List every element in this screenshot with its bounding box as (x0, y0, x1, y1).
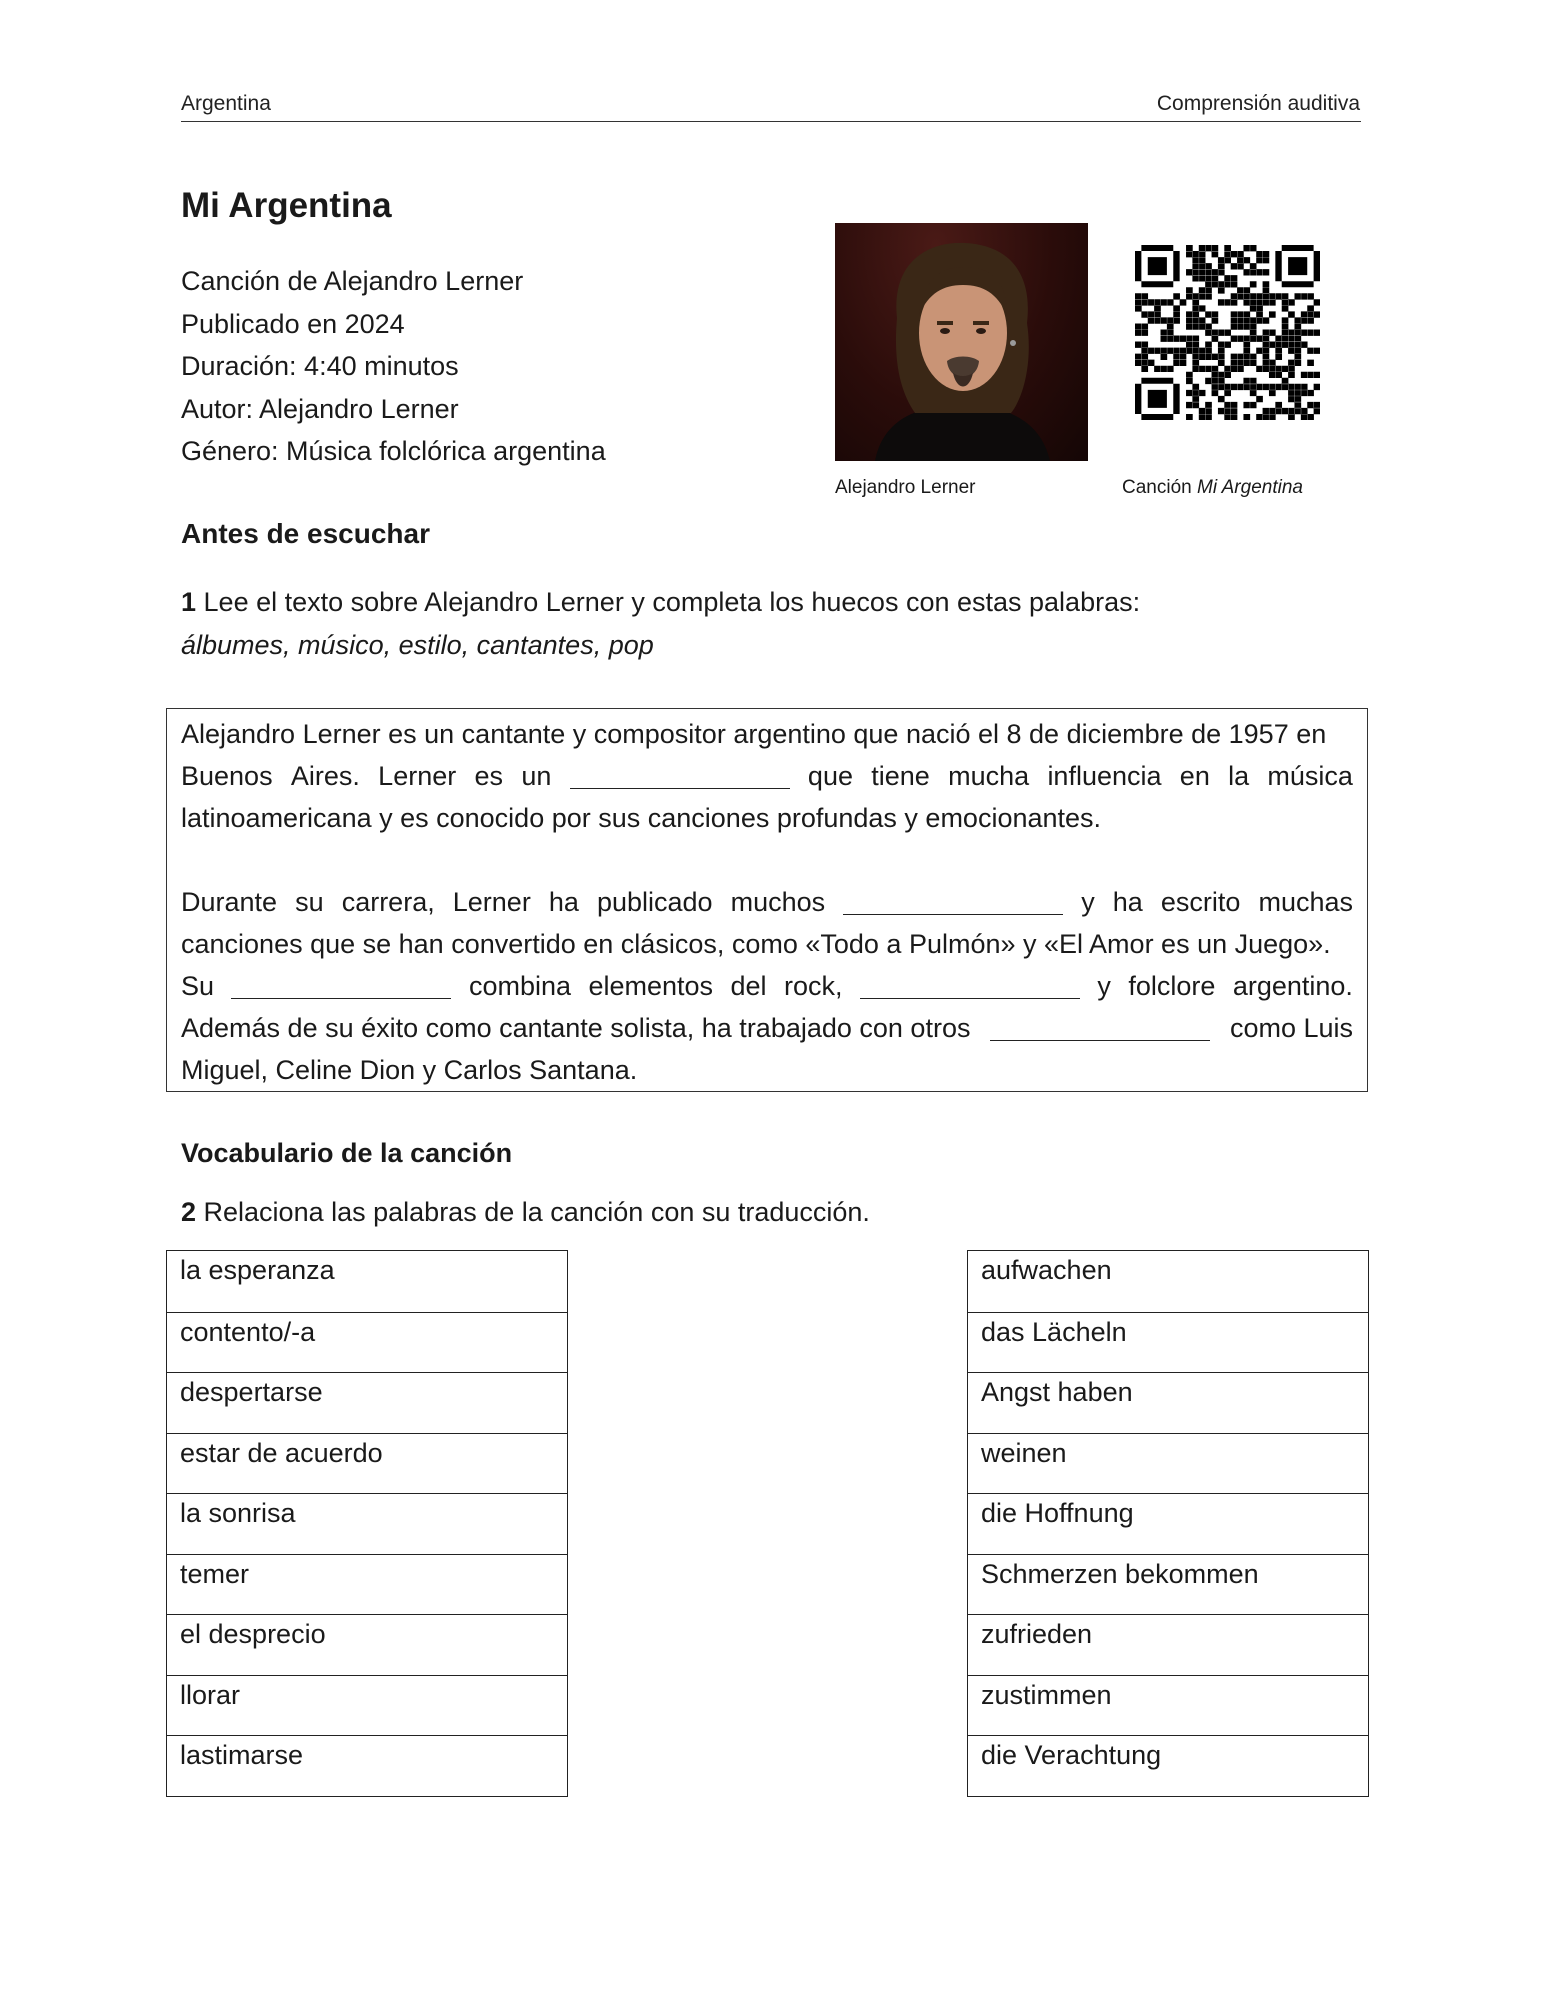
text-line-4 (181, 887, 1353, 918)
text-line-7 (181, 1013, 1353, 1044)
word: ha (548, 887, 579, 917)
reading-text-box (166, 708, 1368, 1092)
translation-item[interactable]: die Hoffnung (968, 1493, 1368, 1554)
word: tiene (871, 761, 930, 791)
vocab-table-german (967, 1250, 1369, 1797)
word: elementos (588, 971, 714, 1001)
vocab-item[interactable]: la sonrisa (167, 1493, 567, 1554)
exercise-2-number: 2 (181, 1197, 197, 1227)
word: folclore (1128, 971, 1216, 1001)
word: rock, (783, 971, 843, 1001)
blank-1[interactable] (570, 761, 790, 789)
section-title-before-listening: Antes de escuchar (181, 518, 430, 549)
word: Lerner (378, 761, 457, 791)
word: ha (1112, 887, 1143, 917)
exercise-1-instruction (181, 587, 1140, 618)
word: y (1081, 887, 1095, 917)
photo-caption: Alejandro Lerner (835, 477, 976, 498)
info-published: Publicado en 2024 (181, 308, 405, 339)
blank-3[interactable] (231, 971, 451, 999)
qr-caption-title: Mi Argentina (1197, 477, 1303, 498)
word: Buenos (181, 761, 273, 791)
song-info (181, 260, 606, 473)
exercise-2-instruction (181, 1197, 870, 1228)
word: muchas (1258, 887, 1353, 917)
word: su (295, 887, 324, 917)
text-line-8: Miguel, Celine Dion y Carlos Santana. (181, 1055, 638, 1085)
section-title-vocabulary: Vocabulario de la canción (181, 1138, 513, 1168)
word: la (1228, 761, 1250, 791)
qr-caption (1122, 477, 1303, 499)
vocab-item[interactable]: contento/-a (167, 1312, 567, 1373)
artist-photo (835, 223, 1088, 461)
word: Su (181, 971, 215, 1001)
translation-item[interactable]: Schmerzen bekommen (968, 1554, 1368, 1615)
exercise-2-text: Relaciona las palabras de la canción con su traducción. (196, 1197, 870, 1227)
header-left: Argentina (181, 92, 271, 115)
vocab-table-spanish (166, 1250, 568, 1797)
blank-5[interactable] (990, 1013, 1210, 1041)
translation-item[interactable]: zustimmen (968, 1675, 1368, 1736)
word-group: Además de su éxito como cantante solista, ha trabajado con otros (181, 1013, 971, 1043)
word: música (1267, 761, 1353, 791)
exercise-1-number: 1 (181, 587, 197, 617)
exercise-1-text: Lee el texto sobre Alejandro Lerner y completa los huecos con estas palabras: (196, 587, 1141, 617)
word: Durante (181, 887, 278, 917)
word: carrera, (341, 887, 435, 917)
word: Aires. (290, 761, 360, 791)
word: del (730, 971, 767, 1001)
translation-item[interactable]: Angst haben (968, 1372, 1368, 1433)
portrait-illustration (835, 223, 1088, 461)
word: y (1097, 971, 1111, 1001)
word: influencia (1047, 761, 1162, 791)
vocab-item[interactable]: estar de acuerdo (167, 1433, 567, 1494)
qr-caption-prefix: Canción (1122, 477, 1197, 498)
word-bank: álbumes, músico, estilo, cantantes, pop (181, 630, 654, 660)
info-song: Canción de Alejandro Lerner (181, 266, 524, 296)
word: que (807, 761, 853, 791)
word: argentino. (1232, 971, 1353, 1001)
word: en (1179, 761, 1210, 791)
vocab-item[interactable]: temer (167, 1554, 567, 1615)
text-line-3: latinoamericana y es conocido por sus canciones profundas y emocionantes. (181, 803, 1102, 833)
translation-item[interactable]: aufwachen (981, 1255, 1112, 1285)
translation-item[interactable]: die Verachtung (968, 1735, 1368, 1796)
translation-item[interactable]: das Lächeln (968, 1312, 1368, 1373)
qr-code[interactable] (1135, 245, 1320, 420)
info-author: Autor: Alejandro Lerner (181, 393, 459, 424)
word: un (521, 761, 552, 791)
info-genre: Género: Música folclórica argentina (181, 436, 606, 466)
word: combina (468, 971, 571, 1001)
text-line-6 (181, 971, 1353, 1002)
page-title: Mi Argentina (181, 186, 392, 225)
blank-4[interactable] (860, 971, 1080, 999)
blank-2[interactable] (843, 887, 1063, 915)
vocab-item[interactable]: llorar (167, 1675, 567, 1736)
vocab-item[interactable]: la esperanza (180, 1255, 335, 1285)
text-line-5: canciones que se han convertido en clásicos, como «Todo a Pulmón» y «El Amor es un Juego». (181, 929, 1331, 959)
word-group: como Luis (1229, 1013, 1353, 1043)
header-right: Comprensión auditiva (1156, 92, 1360, 115)
qr-code-icon (1135, 245, 1320, 420)
translation-item[interactable]: zufrieden (968, 1614, 1368, 1675)
text-line-2 (181, 761, 1353, 792)
word: mucha (948, 761, 1030, 791)
word: es (474, 761, 504, 791)
vocab-item[interactable]: lastimarse (167, 1735, 567, 1796)
word: Lerner (452, 887, 531, 917)
header-rule (181, 121, 1361, 122)
word: muchos (730, 887, 826, 917)
word: escrito (1160, 887, 1241, 917)
vocab-item[interactable]: el desprecio (167, 1614, 567, 1675)
word: publicado (596, 887, 713, 917)
vocab-item[interactable]: despertarse (167, 1372, 567, 1433)
info-duration: Duración: 4:40 minutos (181, 351, 459, 381)
translation-item[interactable]: weinen (968, 1433, 1368, 1494)
text-line-1: Alejandro Lerner es un cantante y compositor argentino que nació el 8 de diciembre de 1957 en (181, 719, 1327, 749)
